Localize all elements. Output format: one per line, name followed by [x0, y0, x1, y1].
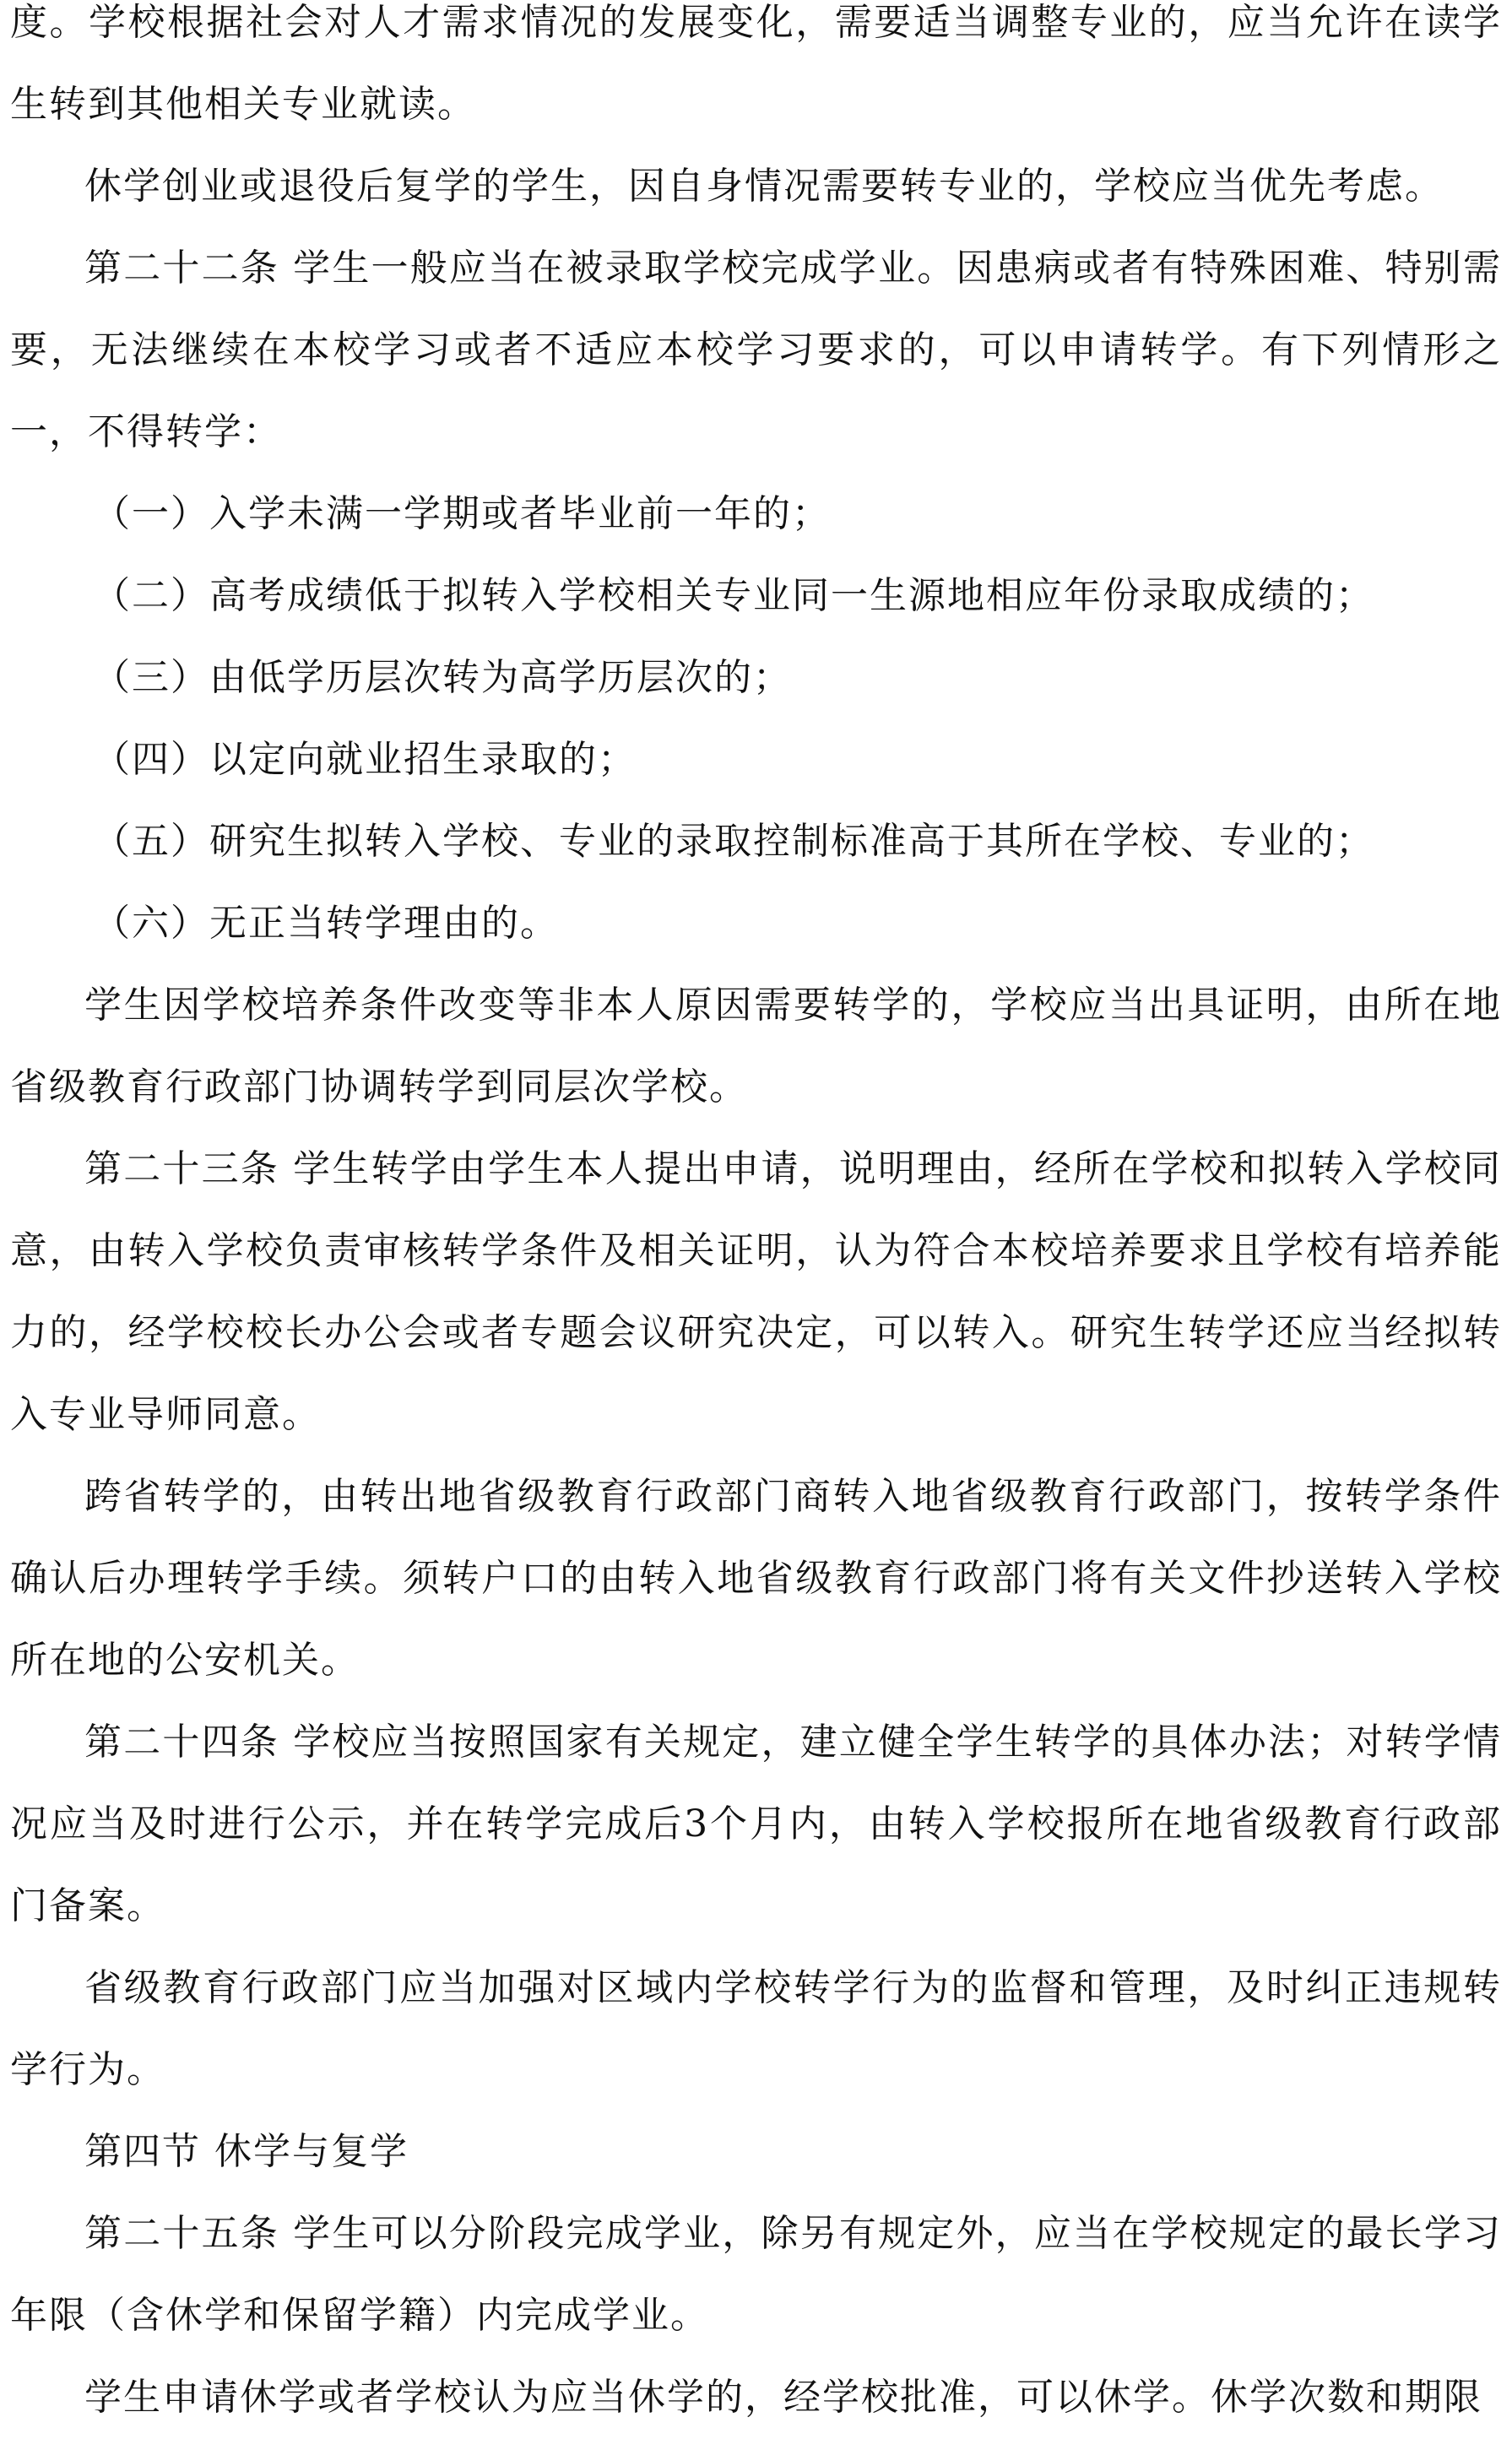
list-item-4: （四）以定向就业招生录取的；	[93, 738, 637, 781]
paragraph-school-conditions: 学生因学校培养条件改变等非本人原因需要转学的，学校应当出具证明，由所在地省级教育行政部门协调转学到同层次学校。	[10, 984, 1502, 1108]
list-item-1: （一）入学未满一学期或者毕业前一年的；	[93, 492, 831, 535]
paragraph-suspension: 学生申请休学或者学校认为应当休学的，经学校批准，可以休学。休学次数和期限	[84, 2376, 1482, 2419]
paragraph-continuation: 度。学校根据社会对人才需求情况的发展变化，需要适当调整专业的，应当允许在读学生转到其他相关专业就读。	[10, 1, 1502, 126]
article-24: 第二十四条 学校应当按照国家有关规定，建立健全学生转学的具体办法；对转学情况应当及时进行公示，并在转学完成后3个月内，由转入学校报所在地省级教育行政部门备案。	[10, 1721, 1502, 1927]
list-item-3: （三）由低学历层次转为高学历层次的；	[93, 656, 792, 699]
paragraph-transfer-priority: 休学创业或退役后复学的学生，因自身情况需要转专业的，学校应当优先考虑。	[84, 165, 1444, 208]
list-item-2: （二）高考成绩低于拟转入学校相关专业同一生源地相应年份录取成绩的；	[93, 574, 1374, 617]
section-heading: 第四节 休学与复学	[84, 2130, 409, 2173]
list-item-5: （五）研究生拟转入学校、专业的录取控制标准高于其所在学校、专业的；	[93, 820, 1374, 863]
article-22: 第二十二条 学生一般应当在被录取学校完成学业。因患病或者有特殊困难、特别需要，无法继续在本校学习或者不适应本校学习要求的，可以申请转学。有下列情形之一，不得转学：	[10, 247, 1502, 453]
list-item-6: （六）无正当转学理由的。	[93, 902, 559, 945]
article-25: 第二十五条 学生可以分阶段完成学业，除另有规定外，应当在学校规定的最长学习年限（含休学和保留学籍）内完成学业。	[10, 2212, 1502, 2337]
paragraph-supervision: 省级教育行政部门应当加强对区域内学校转学行为的监督和管理，及时纠正违规转学行为。	[10, 1966, 1502, 2091]
paragraph-cross-province: 跨省转学的，由转出地省级教育行政部门商转入地省级教育行政部门，按转学条件确认后办理转学手续。须转户口的由转入地省级教育行政部门将有关文件抄送转入学校所在地的公安机关。	[10, 1475, 1502, 1682]
article-23: 第二十三条 学生转学由学生本人提出申请，说明理由，经所在学校和拟转入学校同意，由转入学校负责审核转学条件及相关证明，认为符合本校培养要求且学校有培养能力的，经学校校长办公会或者专题会议研究决定，可以转入。研究生转学还应当经拟转入专业导师同意。	[10, 1147, 1502, 1436]
